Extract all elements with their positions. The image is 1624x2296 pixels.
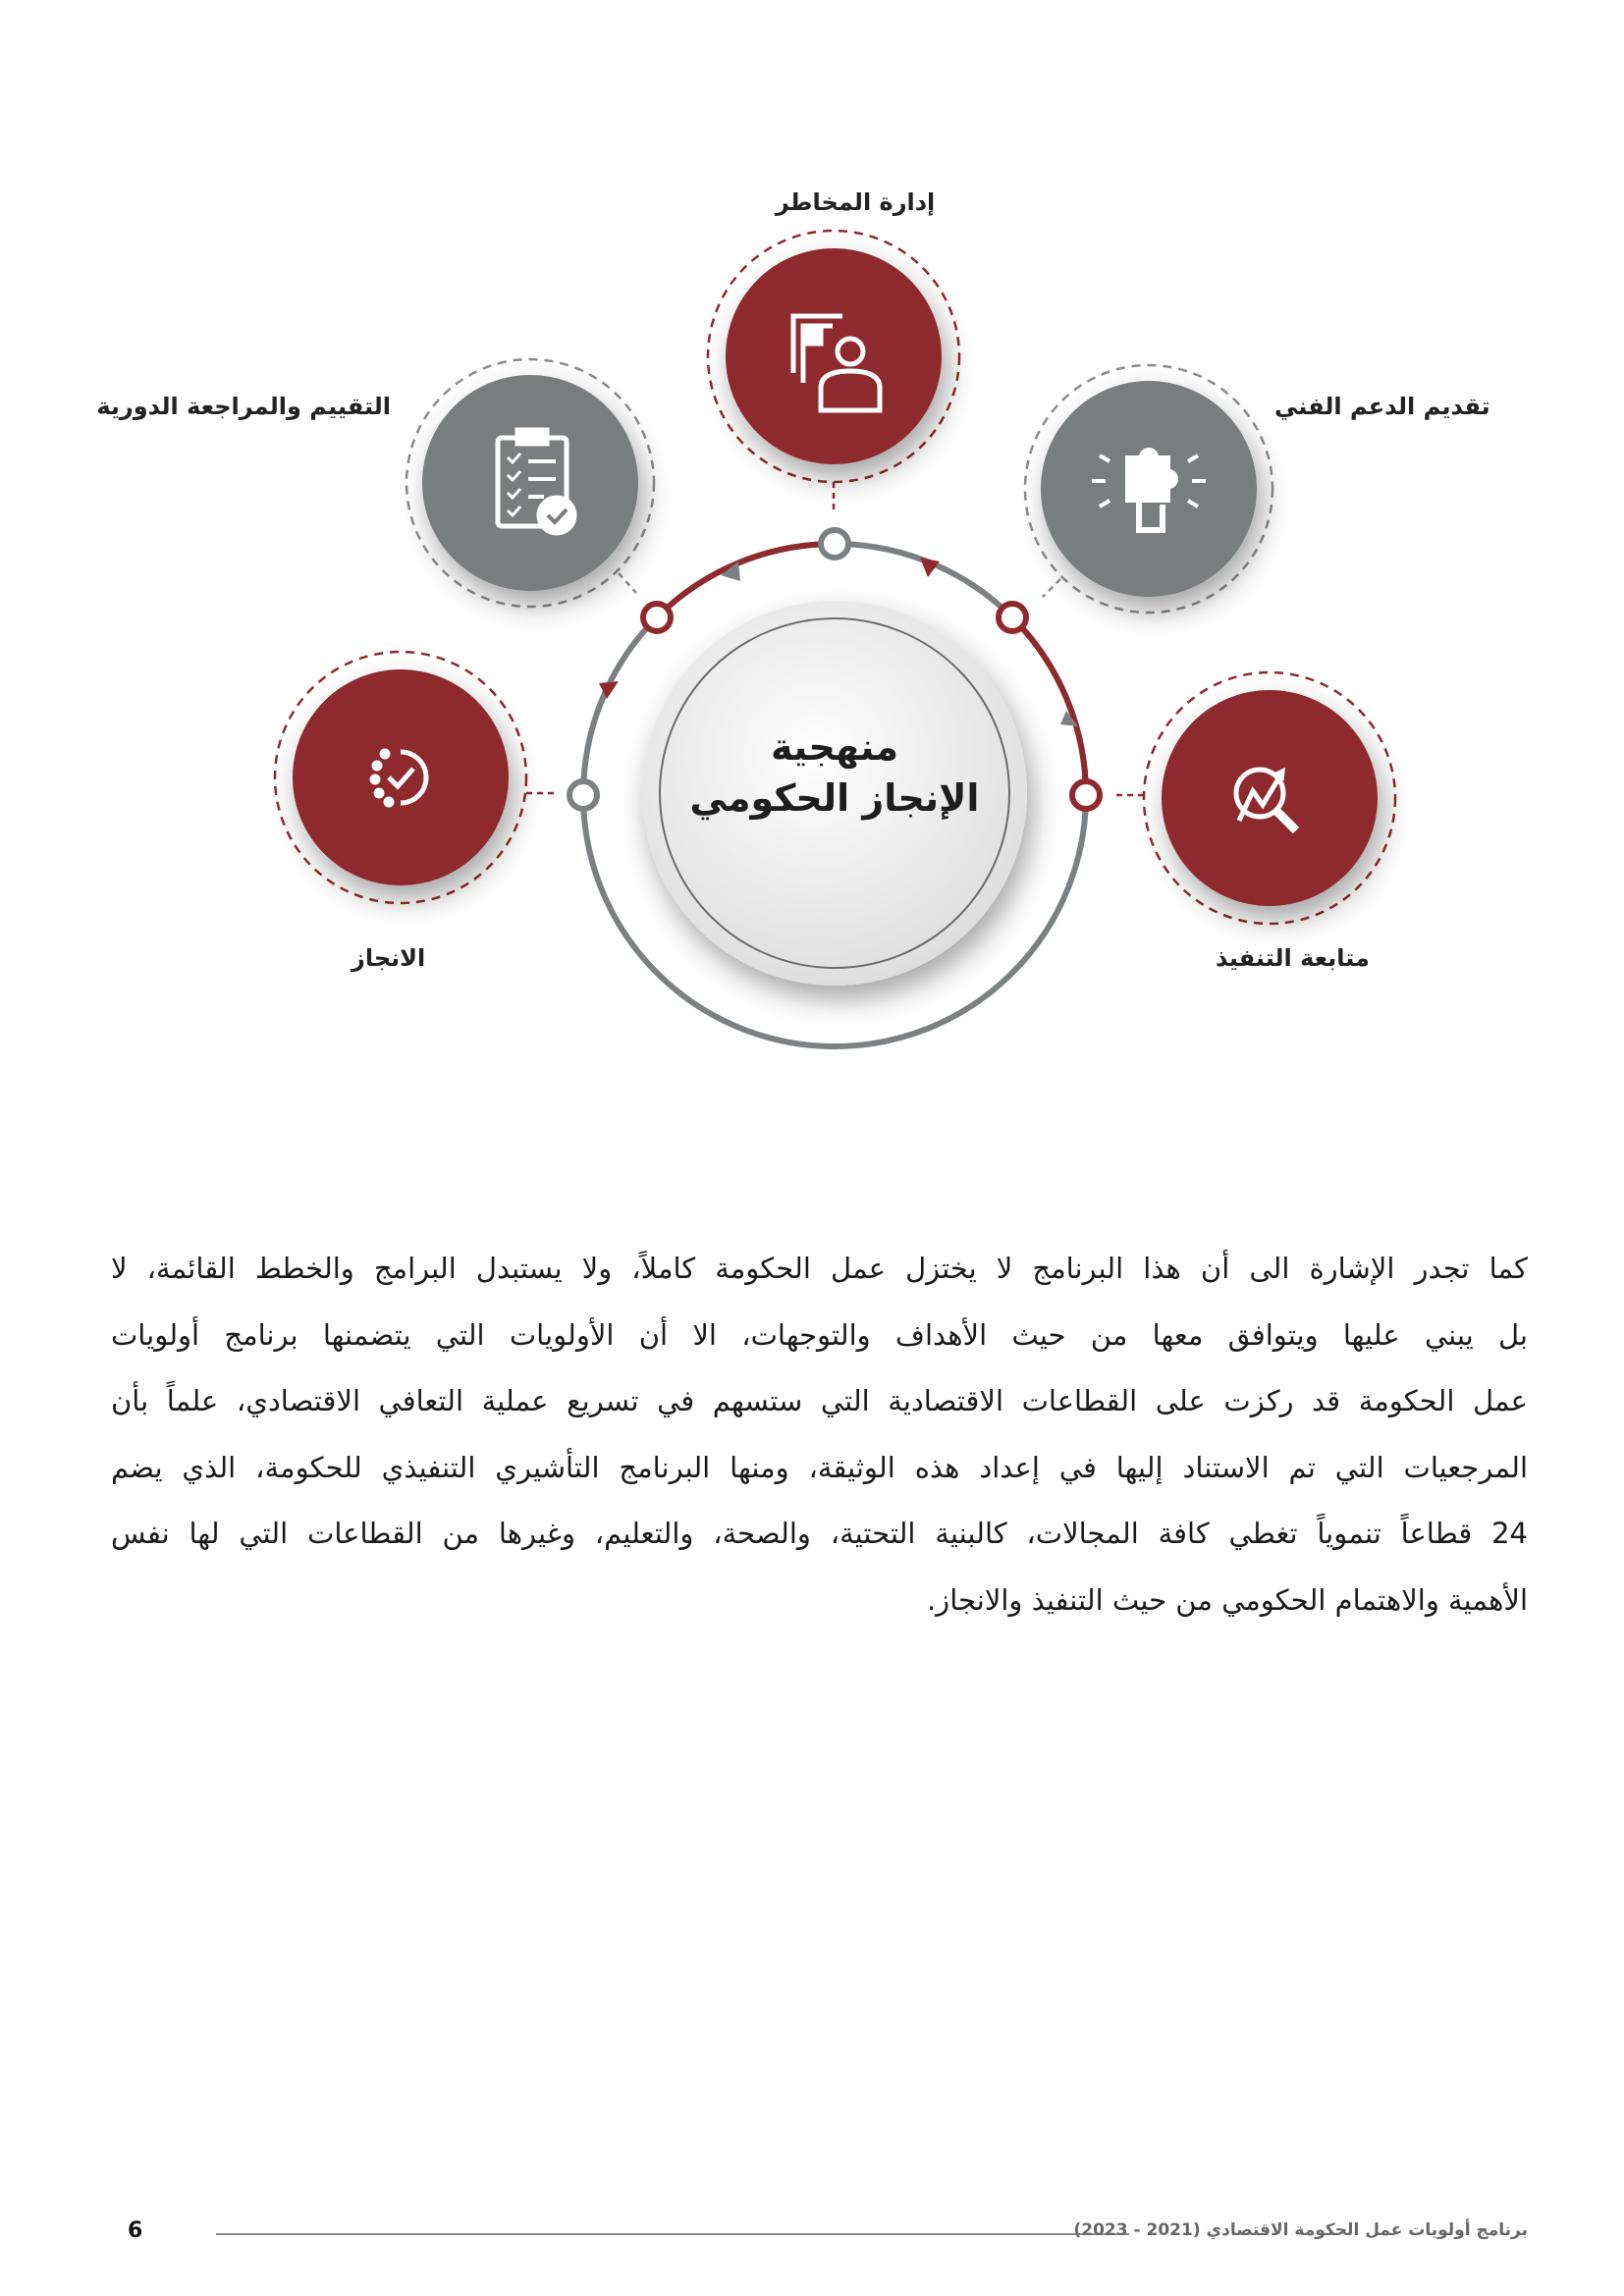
ring-node-upper-right [999, 604, 1026, 631]
ring-node-top [821, 530, 848, 558]
step-label-evaluation-review: التقييم والمراجعة الدورية [96, 393, 391, 420]
step-label-monitoring: متابعة التنفيذ [1216, 944, 1370, 972]
diagram-graphics [0, 0, 1624, 1080]
paragraph-line: كما تجدر الإشارة الى أن هذا البرنامج لا يختزل عمل الحكومة كاملاً، ولا يستبدل البرامج والخطط القائمة، لا [111, 1252, 1528, 1285]
center-title [638, 721, 1031, 824]
methodology-diagram [0, 0, 1624, 1080]
body-paragraph [111, 1239, 1528, 1636]
page-number: 6 [128, 2218, 143, 2243]
step-technical-support [1025, 365, 1272, 613]
step-label-achievement: الانجاز [352, 944, 426, 972]
center-title-line2: الإنجاز الحكومي [689, 776, 980, 820]
ring-node-left [569, 781, 597, 809]
step-achievement [275, 652, 554, 903]
footer-divider [216, 2233, 1129, 2235]
paragraph-line: 24 قطاعاً تنموياً تغطي كافة المجالات، كالبنية التحتية، والصحة، والتعليم، وغيرها من القطاعات التي لها نفس [111, 1517, 1528, 1550]
ring-node-right [1072, 781, 1100, 809]
step-label-risk-management: إدارة المخاطر [776, 188, 936, 216]
step-label-technical-support: تقديم الدعم الفني [1274, 393, 1490, 420]
step-monitoring [1115, 672, 1395, 924]
ring-node-upper-left [643, 604, 671, 631]
footer-title: برنامج أولويات عمل الحكومة الاقتصادي (2021 - 2023) [1073, 2220, 1528, 2240]
paragraph-line: الأهمية والاهتمام الحكومي من حيث التنفيذ والانجاز. [926, 1582, 1528, 1617]
paragraph-line: عمل الحكومة قد ركزت على القطاعات الاقتصادية التي ستسهم في تسريع عملية التعافي الاقتصادي، علماً بأن [111, 1384, 1528, 1417]
center-title-line1: منهجية [770, 725, 899, 769]
step-evaluation-review [406, 359, 654, 607]
step-risk-management [708, 231, 959, 510]
paragraph-line: بل يبني عليها ويتوافق معها من حيث الأهداف والتوجهات، الا أن الأولويات التي يتضمنها برنامج أولويات [111, 1317, 1528, 1352]
paragraph-line: المرجعيات التي تم الاستناد إليها في إعداد هذه الوثيقة، ومنها البرنامج التأشيري التنفيذي للحكومة، الذي يضم [111, 1450, 1528, 1484]
